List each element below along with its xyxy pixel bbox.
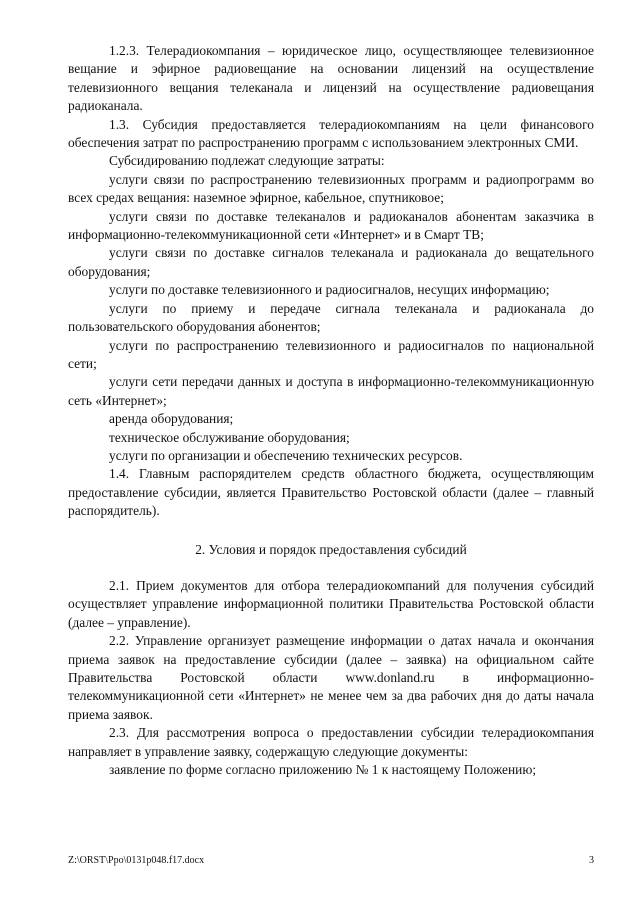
paragraph-2-2: 2.2. Управление организует размещение информации о датах начала и окончания приема заявок на предоставление субсидии (далее – заявка) на официальном сайте Правительства Ростовской области www.donland.ru в информационно-телекоммуникационной сети «Интернет» не менее чем за два рабочих дня до даты начала приема заявок.: [68, 633, 594, 722]
expense-item: услуги связи по распространению телевизионных программ и радиопрограмм во всех средах вещания: наземное эфирное, кабельное, спутниковое;: [68, 171, 594, 206]
expense-item: аренда оборудования;: [109, 411, 234, 427]
expense-item: услуги сети передачи данных и доступа в информационно-телекоммуникационную сеть «Интернет»;: [68, 374, 594, 408]
paragraph-1-4: 1.4. Главным распорядителем средств областного бюджета, осуществляющим предоставление субсидии, является Правительство Ростовской области (далее – главный распорядитель).: [68, 466, 594, 519]
expense-item: услуги по доставке телевизионного и радиосигналов, несущих информацию;: [109, 282, 550, 298]
expense-item: услуги связи по доставке сигналов телеканала и радиоканала до вещательного оборудования;: [68, 245, 594, 279]
section-heading: 2. Условия и порядок предоставления субсидий: [195, 541, 467, 557]
expenses-intro: Субсидированию подлежат следующие затраты:: [109, 153, 385, 169]
paragraph-2-1: 2.1. Прием документов для отбора телерадиокомпаний для получения субсидий осуществляет управление информационной политики Правительства Ростовской области (далее – управление).: [68, 577, 594, 630]
document-list-item: заявление по форме согласно приложению № 1 к настоящему Положению;: [109, 762, 537, 778]
expense-item: услуги связи по доставке телеканалов и радиоканалов абонентам заказчика в информационно-телекоммуникационной сети «Интернет» и в Смарт ТВ;: [68, 208, 594, 243]
paragraph-1-3: 1.3. Субсидия предоставляется телерадиокомпаниям на цели финансового обеспечения затрат по распространению программ с использованием электронных СМИ.: [68, 116, 594, 151]
document-body: [68, 42, 594, 779]
expense-item: услуги по приему и передаче сигнала телеканала и радиоканала до пользовательского оборудования абонентов;: [68, 300, 594, 335]
page-number: 3: [589, 855, 594, 866]
file-path: Z:\ORST\Ppo\0131p048.f17.docx: [68, 855, 205, 866]
paragraph-1-2-3: 1.2.3. Телерадиокомпания – юридическое лицо, осуществляющее телевизионное вещание и эфирное радиовещание на основании лицензий на осуществление телевизионного вещания телеканала и лицензий на осуществление радиовещания радиоканала.: [68, 43, 594, 114]
expense-item: услуги по организации и обеспечению технических ресурсов.: [109, 447, 463, 463]
paragraph-2-3: 2.3. Для рассмотрения вопроса о предоставлении субсидии телерадиокомпания направляет в управление заявку, содержащую следующие документы:: [68, 725, 594, 759]
expense-item: техническое обслуживание оборудования;: [109, 429, 350, 445]
expense-item: услуги по распространению телевизионного и радиосигналов по национальной сети;: [68, 337, 594, 371]
